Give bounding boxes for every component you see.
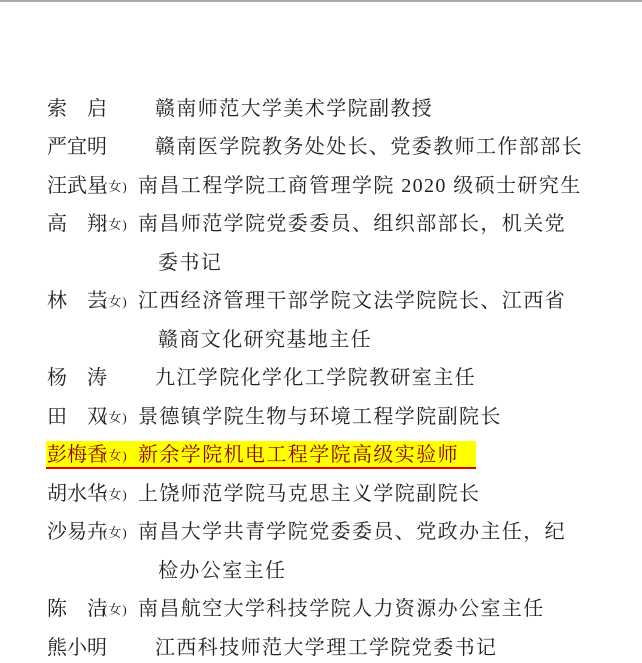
entry-line	[0, 287, 642, 316]
window-top-edge	[0, 0, 642, 2]
entry-line-highlighted	[0, 441, 642, 470]
gender-label: (女)	[103, 409, 128, 425]
name-char: 涛	[87, 367, 107, 389]
name-char: 陈	[47, 598, 67, 620]
entry-name	[47, 634, 107, 663]
gender-label: (女)	[103, 217, 128, 232]
entry-name	[47, 133, 107, 162]
entry-line	[0, 595, 642, 624]
entry-line	[0, 172, 642, 201]
entry-name	[47, 441, 107, 470]
name-char: 索	[47, 97, 67, 120]
gender-label: (女)	[103, 525, 128, 540]
entry-description: 景德镇学院生物与环境工程学院副院长	[138, 405, 502, 428]
entry-line	[0, 364, 642, 393]
entry-description: 九江学院化学化工学院教研室主任	[155, 367, 476, 389]
name-char: 芸	[87, 290, 107, 312]
gender-label: (女)	[103, 178, 128, 194]
name-char: 洁	[87, 598, 107, 620]
entry-name	[47, 403, 107, 432]
entry-line	[0, 480, 642, 509]
gender-label: (女)	[103, 294, 128, 309]
name-char: 香	[87, 444, 107, 466]
entry-description: 南昌大学共青学院党委委员、党政办主任，纪	[138, 521, 566, 543]
name-char: 高	[47, 213, 67, 235]
entry-description: 南昌航空大学科技学院人力资源办公室主任	[138, 598, 545, 620]
name-char: 武	[67, 174, 87, 197]
entry-line	[0, 133, 642, 162]
name-char: 华	[87, 482, 107, 505]
entry-line	[0, 249, 642, 278]
name-char: 宜	[67, 136, 87, 158]
name-char: 严	[47, 136, 67, 158]
name-char: 星	[87, 174, 107, 197]
entry-line	[0, 403, 642, 432]
entry-name	[47, 595, 107, 624]
entry-description: 南昌工程学院工商管理学院 2020 级硕士研究生	[138, 174, 582, 197]
name-char: 翔	[87, 213, 107, 235]
entry-description: 赣南医学院教务处处长、党委教师工作部部长	[155, 136, 583, 158]
entry-description-continuation: 委书记	[158, 251, 223, 274]
name-char: 田	[47, 405, 67, 428]
name-char: 启	[87, 97, 107, 120]
name-char: 胡	[47, 482, 67, 505]
entry-line	[0, 95, 642, 124]
name-char: 杨	[47, 367, 67, 389]
entry-description-continuation: 赣商文化研究基地主任	[158, 328, 372, 351]
entry-name	[47, 480, 107, 509]
entry-description: 新余学院机电工程学院高级实验师	[138, 444, 459, 466]
entry-line	[0, 557, 642, 586]
name-char: 汪	[47, 174, 67, 197]
name-char: 小	[67, 636, 87, 659]
entry-description: 南昌师范学院党委委员、组织部部长，机关党	[138, 213, 566, 235]
entry-line	[0, 634, 642, 663]
entry-name	[47, 364, 107, 393]
entry-description: 上饶师范学院马克思主义学院副院长	[138, 482, 481, 505]
entry-line	[0, 210, 642, 239]
name-char: 明	[87, 636, 107, 659]
name-char: 双	[87, 405, 107, 428]
entry-description: 江西经济管理干部学院文法学院院长、江西省	[138, 290, 566, 312]
entry-name	[47, 95, 107, 124]
gender-label: (女)	[103, 448, 128, 463]
entry-name	[47, 172, 107, 201]
entry-name	[47, 287, 107, 316]
name-char: 彭	[47, 444, 67, 466]
name-char: 水	[67, 482, 87, 505]
name-char: 沙	[47, 521, 67, 543]
name-char: 卉	[87, 521, 107, 543]
gender-label: (女)	[103, 602, 128, 617]
name-char: 梅	[67, 444, 87, 466]
entry-description: 江西科技师范大学理工学院党委书记	[155, 636, 498, 659]
name-char: 林	[47, 290, 67, 312]
entry-line	[0, 518, 642, 547]
name-char: 明	[87, 136, 107, 158]
entry-name	[47, 210, 107, 239]
gender-label: (女)	[103, 486, 128, 502]
entry-description-continuation: 检办公室主任	[158, 559, 287, 582]
entry-name	[47, 518, 107, 547]
name-char: 熊	[47, 636, 67, 659]
name-char: 易	[67, 521, 87, 543]
entry-description: 赣南师范大学美术学院副教授	[155, 97, 434, 120]
entry-line	[0, 326, 642, 355]
